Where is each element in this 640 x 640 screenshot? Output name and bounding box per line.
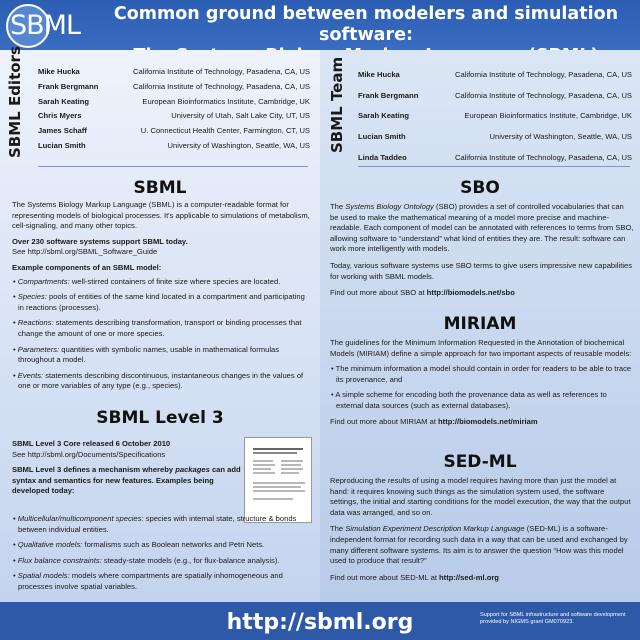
person-institution: European Bioinformatics Institute, Cambridge, UK: [142, 96, 310, 106]
person-row: [358, 65, 632, 86]
sbml-over: Over 230 software systems support SBML today.: [12, 236, 188, 246]
level3-section: [12, 439, 242, 502]
person-institution: University of Washington, Seattle, WA, US: [167, 140, 310, 150]
sbml-logo: [6, 4, 88, 48]
person-name: Linda Taddeo: [358, 152, 407, 162]
team-list: [358, 65, 632, 168]
person-row: [38, 109, 310, 124]
divider: [358, 166, 630, 167]
level3-release: SBML Level 3 Core released 6 October 2010: [12, 439, 171, 448]
bullet-text: species with internal state, structure & bonds between individual entities.: [18, 514, 297, 534]
person-name: Sarah Keating: [358, 111, 410, 121]
miriam-p1: The guidelines for the Minimum Information Requested in the Annotation of biochemical Models (MIRIAM) define a simple approach for two important aspects of reusable models:: [330, 338, 632, 358]
bullet-item: • Multicellular/multicomponent species: species with internal state, structure & bonds between individual entities.: [13, 514, 297, 534]
sedml-section: [330, 476, 634, 588]
sbml-see-link[interactable]: See http://sbml.org/SBML_Software_Guide: [12, 247, 158, 257]
person-institution: California Institute of Technology, Pasadena, CA, US: [454, 152, 632, 162]
bullet-item: • Species: pools of entities of the same kind located in a compartment and participating in reactions (processes).: [13, 292, 305, 312]
person-row: [358, 127, 632, 148]
sbo-section: [330, 202, 634, 304]
level3-examples-list: [12, 514, 312, 598]
title-line-1: Common ground between modelers and simulation software:: [113, 4, 619, 45]
components-heading: Example components of an SBML model:: [12, 262, 162, 272]
person-institution: European Bioinformatics Institute, Cambridge, UK: [464, 111, 632, 121]
miriam-section: [330, 338, 634, 432]
miriam-bullets: [330, 364, 634, 411]
editors-list: [38, 65, 310, 154]
person-name: Mike Hucka: [38, 67, 80, 76]
sbo-p2: Today, various software systems use SBO terms to give users impressive new capabilities for working with SBML models.: [330, 260, 633, 281]
sedml-heading: SED-ML: [443, 452, 517, 472]
sbml-heading: SBML: [133, 178, 187, 198]
sbo-link[interactable]: http://biomodels.net/sbo: [426, 288, 515, 298]
sbo-more: Find out more about SBO at http://biomodels.net/sbo: [330, 288, 515, 298]
bullet-term: Events:: [17, 370, 44, 380]
bullet-term: Species:: [17, 292, 47, 302]
person-row: [38, 124, 310, 139]
right-column: [320, 50, 640, 602]
person-row: [38, 65, 310, 80]
sedml-more: Find out more about SED-ML at http://sed-ml.org: [330, 572, 499, 582]
miriam-heading: MIRIAM: [443, 314, 517, 334]
person-institution: California Institute of Technology, Pasadena, CA, US: [454, 70, 632, 79]
bullet-term: Flux balance constraints:: [17, 555, 102, 565]
bullet-term: Compartments:: [17, 276, 70, 286]
person-institution: California Institute of Technology, Pasadena, CA, US: [132, 67, 310, 76]
bullet-text: statements describing discontinuous, instantaneous changes in the values of one or more variables of any type (e.g., species).: [18, 370, 304, 391]
support-note: Support for SBML infrastructure and software development provided by NIGMS grant GM070923.: [480, 612, 626, 625]
person-institution: University of Utah, Salt Lake City, UT, US: [171, 111, 310, 121]
page-footer: [0, 602, 640, 640]
sbml-section: [12, 200, 312, 397]
bullet-item: • Reactions: statements describing transformation, transport or binding processes that change the amount of one or more species.: [13, 318, 302, 338]
bullet-item: • Parameters: quantities with symbolic names, usable in mathematical formulas throughout a model.: [13, 344, 280, 365]
miriam-bullet: • The minimum information a model should contain in order for readers to be able to trace its provenance, and: [331, 364, 632, 384]
person-name: Lucian Smith: [38, 140, 86, 150]
editors-label: SBML Editors: [6, 46, 24, 158]
miriam-bullet-text: The minimum information a model should contain in order for readers to be able to trace its provenance, and: [335, 364, 632, 384]
person-name: Frank Bergmann: [358, 90, 419, 100]
person-institution: U. Connecticut Health Center, Farmington, CT, US: [140, 126, 310, 136]
person-row: [358, 106, 632, 127]
bullet-item: • Events: statements describing discontinuous, instantaneous changes in the values of one or more variables of any type (e.g., species).: [13, 370, 304, 391]
components-list: [12, 277, 312, 392]
bullet-text: quantities with symbolic names, usable in mathematical formulas throughout a model.: [18, 344, 280, 365]
bullet-item: • Qualitative models: formalisms such as Boolean networks and Petri Nets.: [13, 540, 265, 550]
person-row: [358, 86, 632, 107]
bullet-term: Reactions:: [17, 318, 54, 328]
level3-see-link[interactable]: See http://sbml.org/Documents/Specifications: [12, 449, 166, 459]
person-name: Chris Myers: [38, 111, 82, 121]
bullet-text: well-stirred containers of finite size where species are located.: [69, 276, 281, 286]
bullet-term: Spatial models:: [17, 571, 70, 581]
divider: [38, 166, 308, 167]
person-name: Sarah Keating: [38, 96, 90, 106]
miriam-bullet: • A simple scheme for encoding both the provenance data as well as references to external data sources (such as external databases).: [331, 390, 607, 410]
logo-text: SBML: [10, 10, 80, 41]
level3-heading: SBML Level 3: [96, 408, 224, 428]
bullet-item: • Flux balance constraints: steady-state models (e.g., for flux-balance analysis).: [13, 555, 280, 565]
team-label: SBML Team: [328, 56, 346, 153]
left-column: [0, 46, 320, 602]
person-name: James Schaff: [38, 126, 87, 136]
bullet-text: formalisms such as Boolean networks and Petri Nets.: [82, 540, 265, 550]
bullet-term: Parameters:: [17, 344, 60, 354]
person-institution: California Institute of Technology, Pasadena, CA, US: [454, 90, 632, 100]
person-name: Mike Hucka: [358, 70, 400, 79]
bullet-term: Multicellular/multicomponent species:: [17, 514, 144, 523]
bullet-text: statements describing transformation, transport or binding processes that change the amount of one or more species.: [18, 318, 302, 338]
sedml-p1: Reproducing the results of using a model requires having more than just the model at hand: it requires knowing such things as the simulation system used, the software settings, the initial and starting conditions for the model execution, the way that the output data was arranged, and so on.: [330, 476, 631, 517]
person-row: [38, 80, 310, 95]
specification-document-thumbnail: [244, 437, 312, 523]
bullet-item: • Spatial models: models where compartments are spatially inhomogeneous and processes involve spatial variables.: [13, 571, 283, 591]
level3-packages: SBML Level 3 defines a mechanism whereby packages can add syntax and semantics for new features. Examples being developed today:: [12, 465, 241, 496]
miriam-more: Find out more about MIRIAM at http://biomodels.net/miriam: [330, 416, 538, 426]
sedml-p2: The Simulation Experiment Description Markup Language (SED-ML) is a software-independent format for recording such data in a way that can be used and exchanged by many different software systems. Its aim is to answer the question “How was this model used to produce that result?”: [330, 524, 628, 566]
sbo-p1: The Systems Biology Ontology (SBO) provides a set of controlled vocabularies that can be used to make the mathematical meaning of a model more precise and machine-readable. Each component of model can be annotated with references to terms from SBO, allowing software to “understand” what kind of entities they are. The result: software can work more intelligently with models.: [330, 202, 634, 254]
sbml-intro: The Systems Biology Markup Language (SBML) is a computer-readable format for representing models of biological processes. It's applicable to simulations of metabolism, cell-signaling, and many other topics.: [12, 200, 310, 231]
person-row: [38, 95, 310, 110]
footer-url[interactable]: http://sbml.org: [226, 610, 414, 635]
bullet-text: pools of entities of the same kind located in a compartment and participating in reactions (processes).: [18, 292, 305, 312]
sbo-heading: SBO: [460, 178, 500, 198]
bullet-text: steady-state models (e.g., for flux-balance analysis).: [101, 555, 280, 565]
miriam-link[interactable]: http://biomodels.net/miriam: [438, 416, 538, 426]
person-row: [38, 139, 310, 154]
page-header: [0, 0, 640, 50]
miriam-bullet-text: A simple scheme for encoding both the provenance data as well as references to external data sources (such as external databases).: [335, 390, 607, 410]
sedml-link[interactable]: http://sed-ml.org: [439, 572, 499, 582]
person-institution: University of Washington, Seattle, WA, US: [489, 132, 632, 142]
person-institution: California Institute of Technology, Pasadena, CA, US: [132, 81, 310, 91]
bullet-item: • Compartments: well-stirred containers of finite size where species are located.: [13, 276, 281, 286]
person-name: Frank Bergmann: [38, 81, 99, 91]
bullet-text: models where compartments are spatially inhomogeneous and processes involve spatial variables.: [18, 571, 283, 591]
person-name: Lucian Smith: [358, 132, 406, 142]
bullet-term: Qualitative models:: [17, 540, 83, 550]
